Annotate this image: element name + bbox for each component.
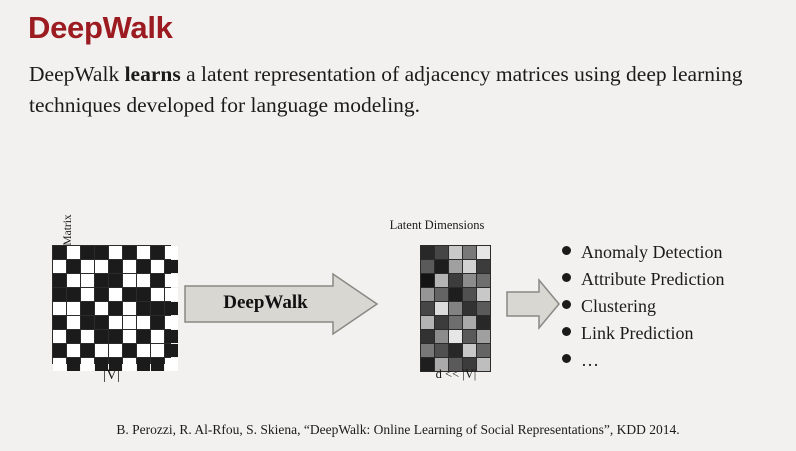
adjacency-cell bbox=[95, 316, 108, 329]
latent-cell bbox=[477, 288, 490, 301]
body-text-bold: learns bbox=[124, 62, 181, 86]
adjacency-cell bbox=[109, 344, 122, 357]
applications-list bbox=[562, 242, 792, 377]
adjacency-cell bbox=[165, 330, 178, 343]
latent-cell bbox=[449, 316, 462, 329]
adjacency-cell bbox=[81, 288, 94, 301]
adjacency-cell bbox=[137, 302, 150, 315]
latent-cell bbox=[463, 302, 476, 315]
latent-cell bbox=[421, 260, 434, 273]
adjacency-matrix-axis-label: Matrix bbox=[62, 214, 74, 246]
adjacency-cell bbox=[123, 316, 136, 329]
adjacency-cell bbox=[109, 316, 122, 329]
latent-cell bbox=[463, 316, 476, 329]
adjacency-cell bbox=[53, 344, 66, 357]
bullet-dot-icon bbox=[562, 273, 571, 282]
adjacency-cell bbox=[67, 302, 80, 315]
latent-cell bbox=[435, 302, 448, 315]
list-item-label: Attribute Prediction bbox=[581, 269, 725, 289]
adjacency-cell bbox=[137, 330, 150, 343]
adjacency-cell bbox=[109, 302, 122, 315]
adjacency-cell bbox=[109, 330, 122, 343]
latent-cell bbox=[477, 274, 490, 287]
adjacency-cell bbox=[165, 288, 178, 301]
latent-matrix-caption: d << |V| bbox=[435, 367, 477, 381]
latent-cell bbox=[435, 330, 448, 343]
adjacency-cell bbox=[137, 344, 150, 357]
list-item bbox=[562, 350, 792, 375]
adjacency-cell bbox=[95, 288, 108, 301]
adjacency-matrix-caption: |V| bbox=[103, 367, 120, 383]
adjacency-cell bbox=[151, 246, 164, 259]
adjacency-cell bbox=[81, 330, 94, 343]
latent-cell bbox=[435, 316, 448, 329]
adjacency-cell bbox=[81, 344, 94, 357]
adjacency-cell bbox=[53, 330, 66, 343]
adjacency-cell bbox=[67, 260, 80, 273]
latent-cell bbox=[463, 288, 476, 301]
deepwalk-arrow-label: DeepWalk bbox=[223, 292, 308, 313]
latent-cell bbox=[449, 274, 462, 287]
adjacency-cell bbox=[165, 274, 178, 287]
latent-cell bbox=[421, 246, 434, 259]
latent-dimensions-title: Latent Dimensions bbox=[389, 218, 485, 232]
body-text-prefix: DeepWalk bbox=[29, 62, 125, 86]
adjacency-cell bbox=[81, 260, 94, 273]
adjacency-cell bbox=[151, 330, 164, 343]
adjacency-cell bbox=[109, 288, 122, 301]
adjacency-cell bbox=[137, 288, 150, 301]
adjacency-cell bbox=[53, 302, 66, 315]
adjacency-cell bbox=[81, 302, 94, 315]
latent-cell bbox=[435, 274, 448, 287]
citation: B. Perozzi, R. Al-Rfou, S. Skiena, “DeepWalk: Online Learning of Social Representations”, KDD 2014. bbox=[116, 422, 680, 437]
adjacency-matrix-grid bbox=[52, 245, 171, 364]
adjacency-cell bbox=[123, 330, 136, 343]
latent-cell bbox=[421, 330, 434, 343]
adjacency-cell bbox=[95, 330, 108, 343]
latent-cell bbox=[477, 246, 490, 259]
adjacency-cell bbox=[67, 274, 80, 287]
latent-cell bbox=[477, 302, 490, 315]
bullet-dot-icon bbox=[562, 354, 571, 363]
adjacency-cell bbox=[165, 344, 178, 357]
adjacency-cell bbox=[53, 316, 66, 329]
latent-cell bbox=[421, 274, 434, 287]
latent-cell bbox=[421, 344, 434, 357]
adjacency-cell bbox=[151, 316, 164, 329]
adjacency-cell bbox=[95, 260, 108, 273]
list-item-label: Link Prediction bbox=[581, 323, 694, 343]
adjacency-cell bbox=[81, 274, 94, 287]
latent-cell bbox=[463, 274, 476, 287]
adjacency-cell bbox=[67, 316, 80, 329]
deepwalk-diagram bbox=[0, 210, 796, 395]
body-text-suffix: a latent representation of adjacency matrices using deep learning techniques developed for language modeling. bbox=[29, 62, 743, 117]
latent-cell bbox=[449, 246, 462, 259]
adjacency-cell bbox=[165, 316, 178, 329]
latent-cell bbox=[435, 260, 448, 273]
page-title: DeepWalk bbox=[28, 10, 173, 45]
adjacency-cell bbox=[165, 260, 178, 273]
adjacency-cell bbox=[67, 330, 80, 343]
adjacency-cell bbox=[123, 274, 136, 287]
latent-cell bbox=[435, 344, 448, 357]
latent-cell bbox=[449, 302, 462, 315]
latent-cell bbox=[477, 316, 490, 329]
latent-cell bbox=[463, 246, 476, 259]
bullet-dot-icon bbox=[562, 300, 571, 309]
adjacency-cell bbox=[109, 274, 122, 287]
adjacency-cell bbox=[53, 260, 66, 273]
adjacency-cell bbox=[67, 288, 80, 301]
adjacency-cell bbox=[95, 246, 108, 259]
adjacency-cell bbox=[67, 246, 80, 259]
latent-cell bbox=[449, 344, 462, 357]
list-item-label: Clustering bbox=[581, 296, 656, 316]
adjacency-cell bbox=[137, 316, 150, 329]
adjacency-cell bbox=[95, 344, 108, 357]
slide-body-text bbox=[29, 59, 769, 121]
adjacency-cell bbox=[123, 344, 136, 357]
latent-cell bbox=[449, 260, 462, 273]
latent-cell bbox=[421, 288, 434, 301]
adjacency-cell bbox=[53, 288, 66, 301]
adjacency-cell bbox=[137, 260, 150, 273]
deepwalk-arrow bbox=[183, 272, 379, 336]
adjacency-cell bbox=[81, 316, 94, 329]
latent-cell bbox=[463, 344, 476, 357]
list-item-label: … bbox=[581, 350, 599, 370]
adjacency-cell bbox=[53, 246, 66, 259]
adjacency-cell bbox=[151, 260, 164, 273]
adjacency-cell bbox=[109, 246, 122, 259]
applications-arrow bbox=[505, 278, 561, 330]
adjacency-cell bbox=[81, 246, 94, 259]
latent-matrix-grid bbox=[420, 245, 491, 372]
adjacency-cell bbox=[123, 246, 136, 259]
adjacency-cell bbox=[123, 260, 136, 273]
latent-cell bbox=[477, 260, 490, 273]
latent-cell bbox=[477, 344, 490, 357]
list-item bbox=[562, 323, 792, 348]
adjacency-cell bbox=[53, 274, 66, 287]
list-item bbox=[562, 296, 792, 321]
adjacency-cell bbox=[95, 274, 108, 287]
adjacency-cell bbox=[109, 260, 122, 273]
latent-cell bbox=[435, 288, 448, 301]
latent-cell bbox=[421, 316, 434, 329]
adjacency-cell bbox=[151, 288, 164, 301]
adjacency-cell bbox=[137, 246, 150, 259]
list-item bbox=[562, 269, 792, 294]
adjacency-cell bbox=[123, 288, 136, 301]
adjacency-cell bbox=[67, 344, 80, 357]
adjacency-cell bbox=[123, 302, 136, 315]
latent-cell bbox=[463, 260, 476, 273]
latent-cell bbox=[435, 246, 448, 259]
bullet-dot-icon bbox=[562, 327, 571, 336]
adjacency-cell bbox=[151, 344, 164, 357]
adjacency-cell bbox=[165, 302, 178, 315]
adjacency-cell bbox=[95, 302, 108, 315]
list-item-label: Anomaly Detection bbox=[581, 242, 723, 262]
latent-cell bbox=[449, 288, 462, 301]
latent-cell bbox=[477, 330, 490, 343]
latent-cell bbox=[449, 330, 462, 343]
adjacency-cell bbox=[151, 302, 164, 315]
list-item bbox=[562, 242, 792, 267]
bullet-dot-icon bbox=[562, 246, 571, 255]
adjacency-cell bbox=[151, 274, 164, 287]
adjacency-cell bbox=[137, 274, 150, 287]
adjacency-cell bbox=[165, 246, 178, 259]
latent-cell bbox=[421, 302, 434, 315]
latent-cell bbox=[463, 330, 476, 343]
